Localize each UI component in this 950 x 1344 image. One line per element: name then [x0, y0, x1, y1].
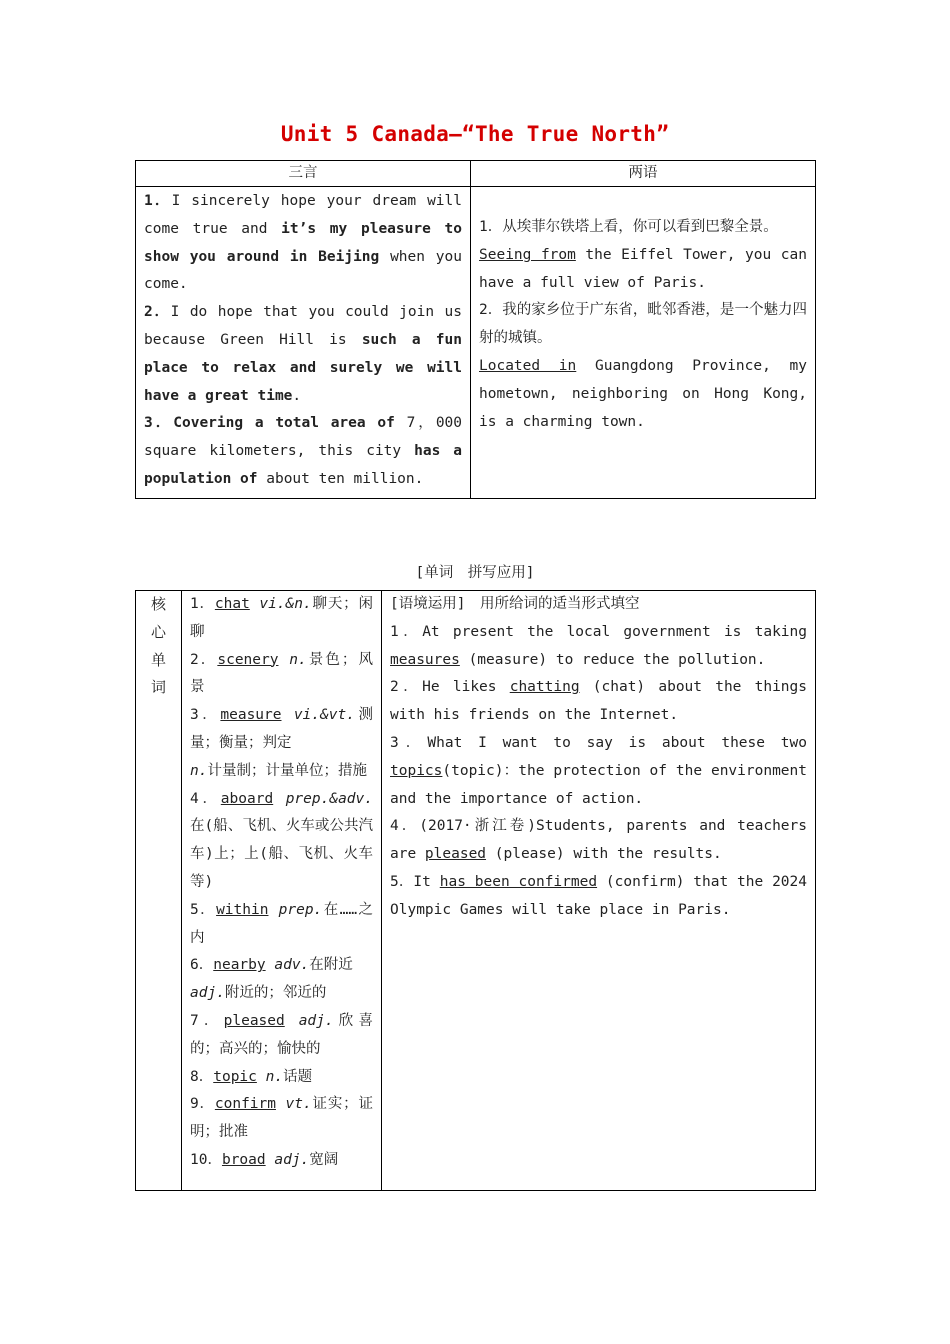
sentence-item	[144, 410, 462, 493]
vocab-word: topic	[213, 1068, 257, 1085]
exercise-answer: has been confirmed	[439, 873, 598, 890]
answer-phrase: Seeing from	[479, 246, 576, 263]
exercise-cell	[382, 591, 816, 1191]
word-item	[190, 591, 373, 647]
word-meaning: 计量制；计量单位；措施	[207, 762, 367, 779]
word-item	[190, 647, 373, 703]
word-item	[190, 1147, 373, 1175]
key-phrase: it’s my pleasure to show you around in Beijing	[144, 220, 462, 265]
side-char: 核	[150, 595, 166, 613]
word-item	[190, 980, 373, 1008]
exercise-item	[390, 730, 807, 813]
part-of-speech: n.	[289, 651, 307, 668]
answer-phrase: Located in	[479, 357, 577, 374]
word-meaning: 测量；衡量；判定	[190, 707, 373, 751]
page-title: Unit 5 Canada—“The True North”	[280, 122, 670, 146]
key-phrase: has a population of	[144, 443, 462, 487]
english-translation	[479, 242, 807, 298]
word-number: 6．	[190, 957, 214, 974]
exercise-text: (measure) to reduce the pollution.	[459, 651, 766, 668]
exercise-text: (topic)：the protection of the environment and the importance of action.	[390, 762, 807, 807]
key-phrase: such a fun place to relax and surely we will have a great time	[144, 331, 462, 404]
sentence-item	[144, 299, 462, 410]
translation-text: Guangdong Province, my hometown, neighboring on Hong Kong, is a charming town.	[479, 357, 807, 430]
part-of-speech: adj.	[298, 1012, 334, 1029]
word-item	[190, 897, 373, 953]
key-phrase: Covering a total area of	[173, 415, 395, 432]
exercise-text: 1．At present the local government is taking	[390, 623, 807, 640]
part-of-speech: n.	[265, 1068, 284, 1085]
word-meaning: 景色；风景	[190, 651, 373, 696]
sentence-number: 1．	[144, 193, 172, 209]
part-of-speech: adj.	[190, 985, 225, 1002]
chinese-sentence: 1．从埃菲尔铁塔上看，你可以看到巴黎全景。	[479, 219, 778, 235]
section-title: [单词 拼写应用]	[415, 565, 535, 581]
side-char: 词	[150, 678, 166, 697]
exercise-item	[390, 869, 807, 925]
translations-cell	[471, 187, 816, 499]
sentence-text: when you come.	[144, 248, 462, 293]
word-meaning: 在……之内	[190, 901, 373, 946]
part-of-speech: adv.	[274, 957, 310, 974]
phrases-table	[135, 160, 816, 499]
word-item	[190, 786, 373, 897]
word-number: 4．	[190, 790, 221, 807]
word-meaning: 宽阔	[309, 1151, 339, 1168]
word-number: 3．	[190, 707, 221, 724]
word-meaning: 证实；证明；批准	[190, 1096, 374, 1141]
exercise-title: [语境运用] 用所给词的适当形式填空	[390, 596, 640, 612]
exercise-item	[390, 619, 807, 675]
exercise-text: 2．He likes	[390, 679, 510, 696]
exercise-item	[390, 813, 807, 869]
exercise-item	[390, 674, 807, 730]
exercise-answer: chatting	[509, 679, 580, 696]
exercise-text: (confirm) that the 2024 Olympic Games will take place in Paris.	[390, 873, 808, 918]
vocab-word: aboard	[220, 790, 274, 807]
sentence-text: I sincerely hope your dream will come true and	[144, 193, 462, 237]
translation-text: the Eiffel Tower, you can have a full view of Paris.	[479, 246, 807, 291]
part-of-speech: prep.&adv.	[285, 790, 374, 807]
part-of-speech: n.	[190, 762, 208, 779]
right-header: 两语	[471, 161, 816, 187]
word-meaning: 聊天；闲聊	[190, 596, 374, 640]
sentence-text: .	[292, 387, 302, 404]
side-label	[136, 591, 182, 1191]
word-item	[190, 1091, 373, 1147]
exercise-text: 4．(2017·浙江卷)Students, parents and teachers are	[390, 818, 807, 863]
word-number: 5．	[190, 901, 217, 918]
word-item	[190, 702, 373, 758]
vocab-table	[135, 590, 816, 1191]
left-header: 三言	[136, 161, 471, 187]
vocab-word: confirm	[214, 1096, 276, 1113]
vocab-word: pleased	[223, 1012, 285, 1029]
word-item	[190, 952, 373, 980]
vocab-word: measure	[220, 707, 282, 724]
sentences-cell	[136, 187, 471, 499]
part-of-speech: vt.	[285, 1096, 312, 1113]
chinese-sentence: 2．我的家乡位于广东省，毗邻香港，是一个魅力四射的城镇。	[479, 302, 807, 347]
word-meaning: 话题	[283, 1068, 313, 1085]
translation-list	[479, 214, 807, 436]
sentence-number: 3．	[144, 415, 174, 432]
part-of-speech: vi.&vt.	[293, 707, 355, 724]
word-meaning: 附近的；邻近的	[224, 985, 327, 1002]
sentence-number: 2．	[144, 304, 171, 321]
exercise-text: 3．What I want to say is about these two	[390, 734, 807, 751]
exercise-text: (chat) about the things with his friends on the Internet.	[390, 679, 807, 724]
side-char: 心	[150, 622, 166, 641]
exercise-text: (please) with the results.	[486, 846, 722, 863]
word-meaning: 在附近	[309, 957, 353, 974]
word-list	[190, 591, 373, 1175]
part-of-speech: vi.&n.	[259, 596, 312, 612]
word-meaning: 在(船、飞机、火车或公共汽车)上；上(船、飞机、火车等)	[190, 818, 373, 890]
vocab-word: scenery	[217, 651, 279, 668]
vocab-word: chat	[214, 596, 250, 612]
word-list-cell	[182, 591, 382, 1191]
word-item	[190, 758, 373, 786]
word-number: 7．	[190, 1012, 224, 1029]
exercise-answer: pleased	[424, 846, 487, 863]
sentence-item	[144, 188, 462, 299]
vocab-word: broad	[221, 1151, 266, 1168]
exercise-text: 5．It	[390, 873, 440, 890]
word-number: 9．	[190, 1096, 215, 1113]
vocab-word: within	[216, 901, 269, 918]
part-of-speech: prep.	[278, 901, 323, 918]
vocab-word: nearby	[213, 957, 266, 974]
part-of-speech: adj.	[274, 1151, 310, 1168]
side-char: 单	[150, 650, 166, 669]
word-meaning: 欣喜的；高兴的；愉快的	[190, 1012, 374, 1057]
word-number: 10．	[190, 1151, 222, 1168]
word-item	[190, 1064, 373, 1092]
word-number: 8．	[190, 1068, 214, 1085]
word-item	[190, 1008, 373, 1064]
exercise-list	[390, 619, 807, 925]
sentence-text: I do hope that you could join us because Green Hill is	[144, 304, 462, 348]
sentence-list	[144, 188, 462, 494]
word-number: 2．	[190, 651, 218, 668]
english-translation	[479, 353, 807, 436]
word-number: 1．	[190, 596, 215, 612]
exercise-answer: topics	[390, 762, 443, 779]
exercise-answer: measures	[390, 651, 460, 668]
sentence-text: 7，000 square kilometers, this city	[144, 415, 463, 460]
sentence-text: about ten million.	[257, 470, 424, 487]
